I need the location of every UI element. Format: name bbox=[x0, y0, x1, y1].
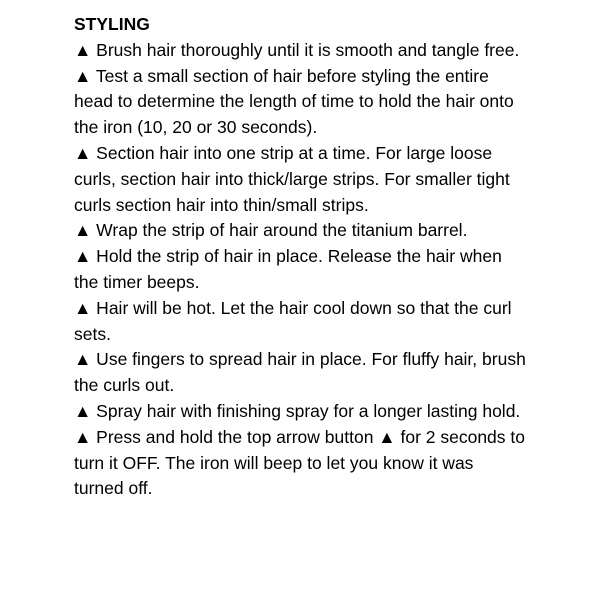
section-heading: STYLING bbox=[74, 14, 150, 34]
instructions-document bbox=[74, 12, 526, 502]
step-finishing-spray: ▲ Spray hair with finishing spray for a longer lasting hold. bbox=[74, 400, 521, 421]
step-turn-off: ▲ Press and hold the top arrow button ▲ for 2 seconds to turn it OFF. The iron will beep to let you know it was turned off. bbox=[74, 426, 526, 499]
step-cool-down: ▲ Hair will be hot. Let the hair cool down so that the curl sets. bbox=[74, 297, 512, 344]
step-spread-hair: ▲ Use fingers to spread hair in place. For fluffy hair, brush the curls out. bbox=[74, 349, 526, 396]
step-section-hair: ▲ Section hair into one strip at a time. For large loose curls, section hair into thick/large strips. For smaller tight curls section hair into thin/small strips. bbox=[74, 142, 510, 215]
step-wrap-barrel: ▲ Wrap the strip of hair around the titanium barrel. bbox=[74, 220, 468, 241]
styling-steps-list bbox=[74, 38, 526, 502]
step-test-section: ▲ Test a small section of hair before styling the entire head to determine the length of time to hold the hair onto the iron (10, 20 or 30 seconds). bbox=[74, 65, 514, 138]
step-hold-release: ▲ Hold the strip of hair in place. Release the hair when the timer beeps. bbox=[74, 246, 502, 292]
step-brush-hair: ▲ Brush hair thoroughly until it is smooth and tangle free. bbox=[74, 39, 520, 60]
